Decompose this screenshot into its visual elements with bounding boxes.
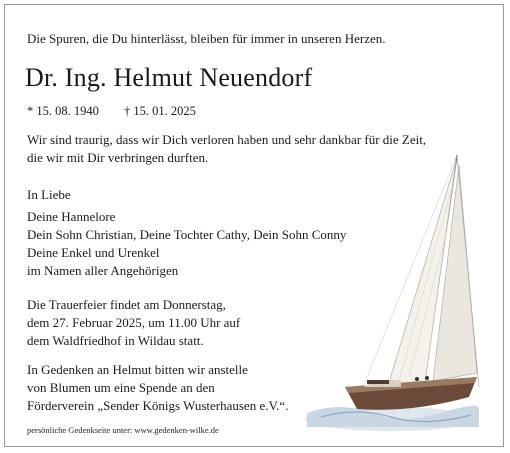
mourners-greeting: In Liebe [27,187,71,202]
life-dates [27,104,196,119]
donation-paragraph [27,361,288,415]
mourner-line: Deine Enkel und Urenkel [27,245,160,260]
sailboat-illustration [301,151,481,439]
donation-line: In Gedenken an Helmut bitten wir anstelle [27,362,248,377]
funeral-line: dem 27. Februar 2025, um 11.00 Uhr auf [27,315,241,330]
intro-line: die wir mit Dir verbringen durften. [27,150,209,165]
donation-line: von Blumen um eine Spende an den [27,380,215,395]
deceased-name: Dr. Ing. Helmut Neuendorf [25,63,313,92]
donation-line: Förderverein „Sender Königs Wusterhausen e.V.“. [27,398,289,413]
mourner-line: Deine Hannelore [27,209,116,224]
motto: Die Spuren, die Du hinterlässt, bleiben für immer in unseren Herzen. [27,31,386,46]
mourners-list [27,186,346,280]
funeral-line: Die Trauerfeier findet am Donnerstag, [27,297,226,312]
birth-date: * 15. 08. 1940 [27,104,99,118]
funeral-paragraph [27,296,240,350]
obituary-card [4,4,504,447]
memorial-page-link: persönliche Gedenkseite unter: www.gedenken-wilke.de [27,425,219,435]
mourner-line: im Namen aller Angehörigen [27,263,179,278]
death-date: † 15. 01. 2025 [124,104,196,118]
mourner-line: Dein Sohn Christian, Deine Tochter Cathy, Dein Sohn Conny [27,227,347,242]
funeral-line: dem Waldfriedhof in Wildau statt. [27,333,204,348]
intro-line: Wir sind traurig, dass wir Dich verloren haben und sehr dankbar für die Zeit, [27,132,427,147]
